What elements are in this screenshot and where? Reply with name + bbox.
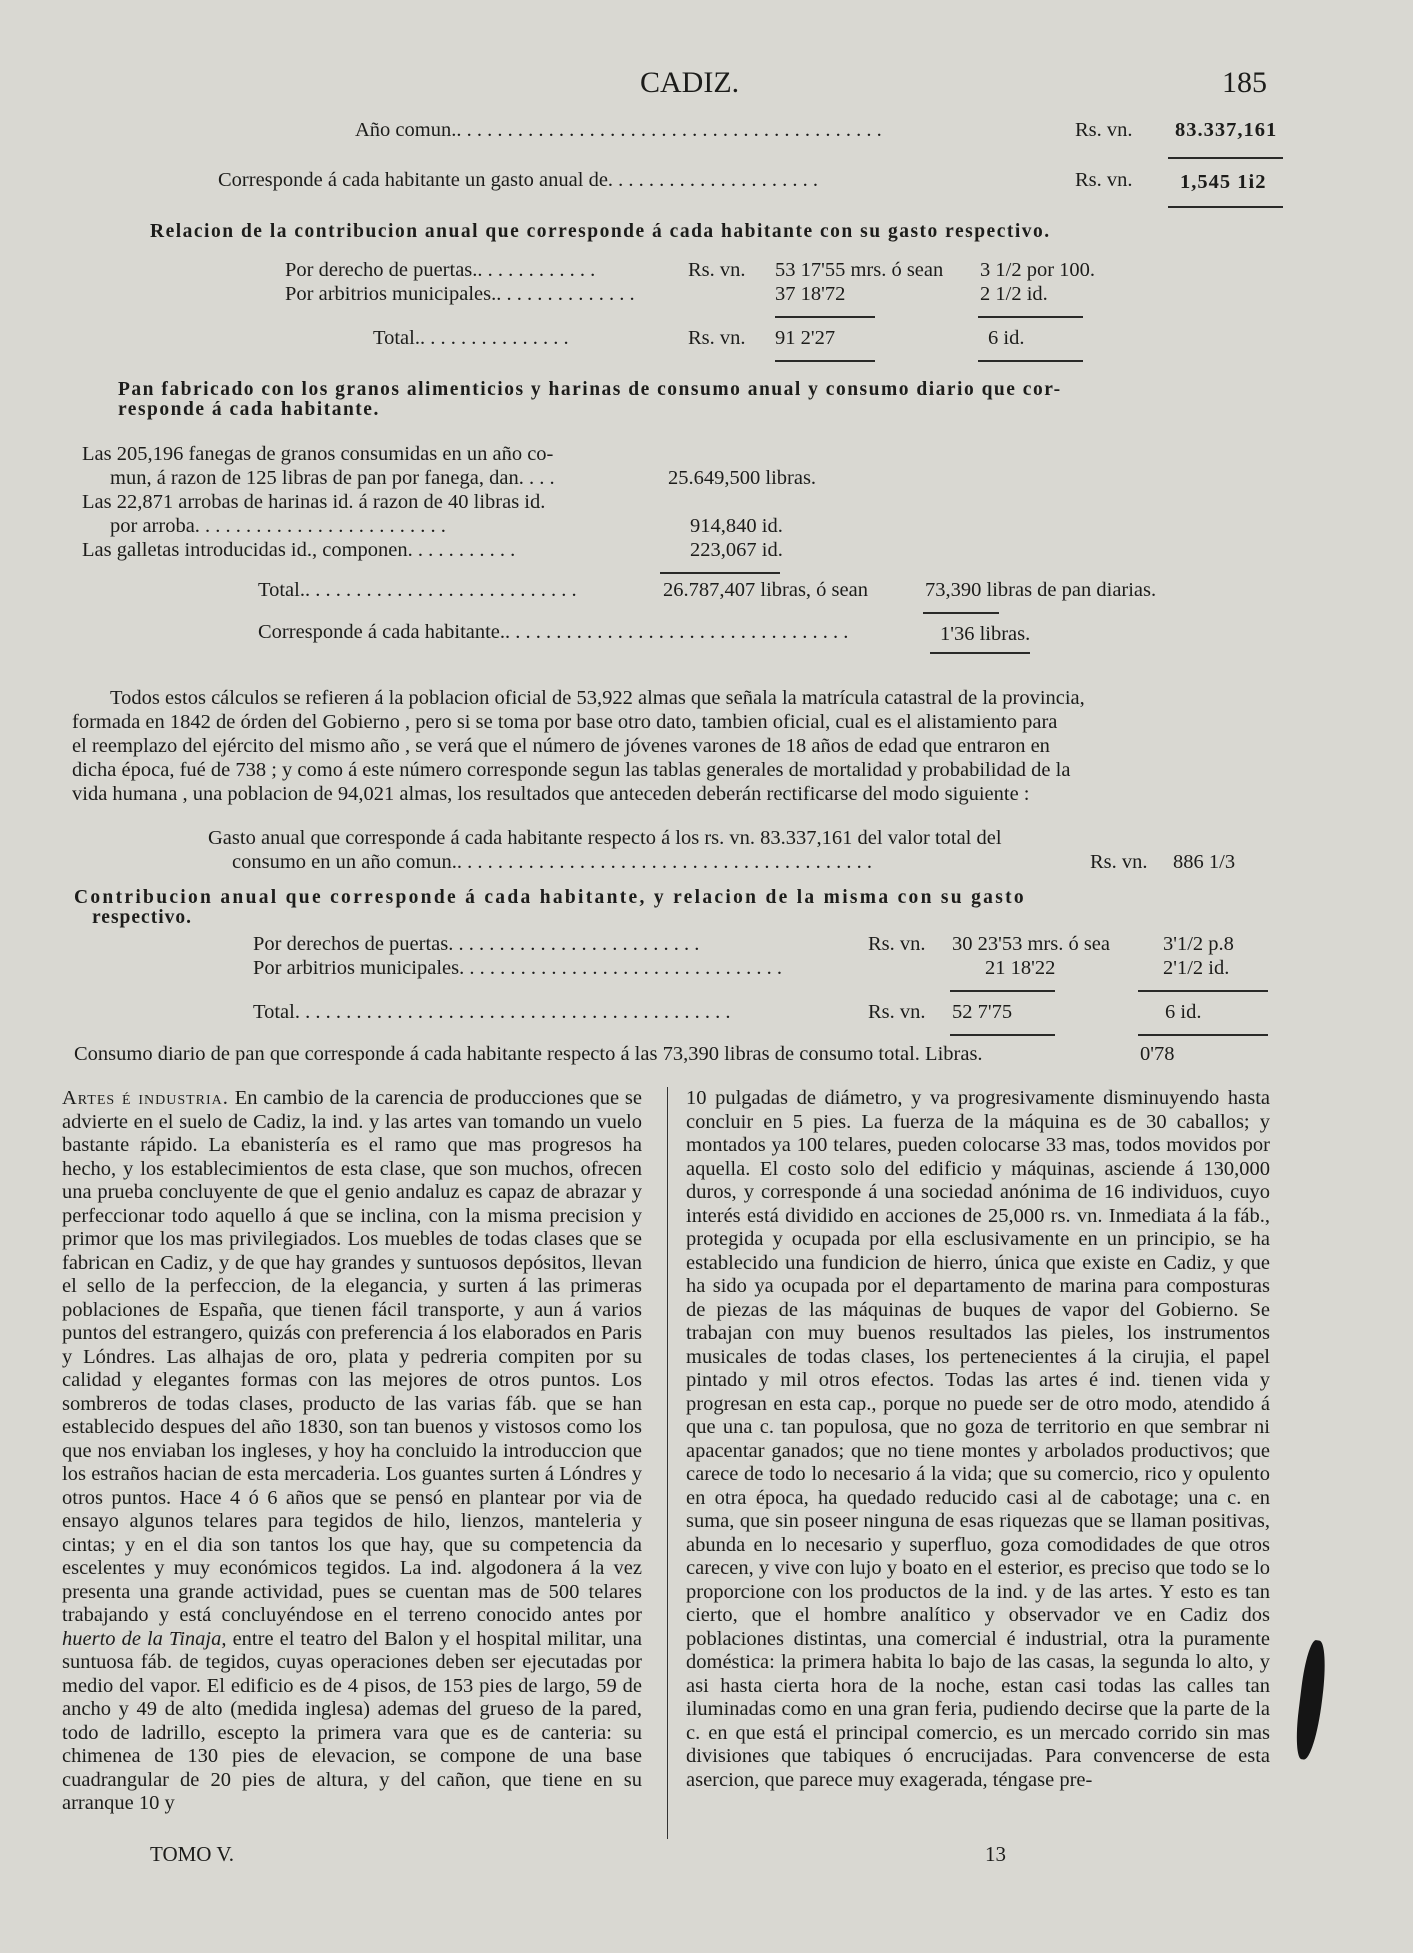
s2-line2-value: 25.649,500 libras.	[668, 467, 817, 489]
s1-total-label: Total.. . . . . . . . . . . . . . .	[373, 327, 569, 349]
s2-corresponde-label: Corresponde á cada habitante.. . . . . . . . . . . . . . . . . . . . . . . . . . . . . . . . . .	[258, 621, 849, 643]
s2-total-label: Total.. . . . . . . . . . . . . . . . . . . . . . . . . . .	[258, 579, 577, 601]
left-column-italic: huerto de la Tinaja	[62, 1627, 222, 1650]
s3-row2-pct: 2'1/2 id.	[1163, 957, 1230, 979]
ano-comun-rs: Rs. vn.	[1075, 119, 1133, 141]
s1-total-rs: Rs. vn.	[688, 327, 746, 349]
s1-row2-pct: 2 1/2 id.	[980, 283, 1048, 305]
para-line-2: formada en 1842 de órden del Gobierno , pero si se toma por base otro dato, tambien oficial, cual es el alistamiento para	[72, 711, 1058, 733]
s3-row1-rs: Rs. vn.	[868, 933, 926, 955]
section2-title-line1: Pan fabricado con los granos alimenticios y harinas de consumo anual y consumo diario que cor-	[118, 379, 1062, 400]
rule	[1138, 1034, 1268, 1036]
consumo-diario-value: 0'78	[1140, 1043, 1175, 1065]
s3-total-rs: Rs. vn.	[868, 1001, 926, 1023]
ink-smudge	[1293, 1639, 1329, 1761]
s3-row1-label: Por derechos de puertas. . . . . . . . . . . . . . . . . . . . . . . . .	[253, 933, 700, 955]
s3-total-pct: 6 id.	[1165, 1001, 1202, 1023]
gasto-line-2-value: 886 1/3	[1173, 851, 1236, 873]
gasto-line-2-label: consumo en un año comun.. . . . . . . . . . . . . . . . . . . . . . . . . . . . . . . . . . . . . . . . .	[232, 851, 873, 873]
s2-line4-value: 914,840 id.	[690, 515, 783, 537]
section2-title-line2: responde á cada habitante.	[118, 399, 380, 420]
consumo-diario-label: Consumo diario de pan que corresponde á cada habitante respecto á las 73,390 libras de consumo total. Libras.	[74, 1043, 983, 1065]
s3-row1-amount: 30 23'53 mrs. ó sea	[952, 933, 1110, 955]
footer-signature: 13	[985, 1842, 1006, 1866]
s2-line5-label: Las galletas introducidas id., componen. . . . . . . . . . .	[82, 539, 516, 561]
s2-line4-label: por arroba. . . . . . . . . . . . . . . . . . . . . . . . .	[110, 515, 446, 537]
rule	[978, 360, 1083, 362]
gasto-anual-value: 1,545 1i2	[1180, 171, 1267, 193]
rule	[978, 316, 1083, 318]
s2-corresponde-value: 1'36 libras.	[940, 623, 1031, 645]
page-number: 185	[1222, 66, 1267, 99]
s1-total-amount: 91 2'27	[775, 327, 836, 349]
rule	[1168, 157, 1283, 159]
right-column-text: 10 pulgadas de diámetro, y va progresivamente disminuyendo hasta concluir en 5 pies. La fuerza de la máquina es de 30 caballos; y montados ya 100 telares, pueden colocarse 33 mas, todos movidos por aquella. El costo solo del edificio y máquinas, asciende á 130,000 duros, y corresponde á una sociedad anónima de 16 individuos, cuyo interés está dividido en acciones de 25,000 rs. vn. Inmediata á la fáb., protegida y ocupada por ella esclusivamente en un principio, se ha establecido una fundicion de hierro, única que existe en Cadiz, y que ha sido ya ocupada por el departamento de marina para composturas de piezas de las máquinas de buques de vapor del Gobierno. Se trabajan con muy buenos resultados las pieles, los instrumentos musicales de todas clases, los pertenecientes á la cirujia, el papel pintado y mil otros efectos. Todas las artes é ind. tienen vida y progresan en esta cap., porque no puede ser de otro modo, atendido á que una c. tan populosa, que no goza de territorio en que sembrar ni apacentar ganados; que no tiene montes y arbolados productivos; que carece de todo lo necesario á la vida; que su comercio, rico y opulento en otra época, ha quedado reducido casi al de cabotage; una c. en suma, que sin poseer ninguna de esas riquezas que se llaman positivas, abunda en lo necesario y superfluo, goza comodidades de que otros carecen, y vive con lujo y boato en el esterior, es preciso que todo se lo proporcione con los productos de la ind. y de las artes. Y esto es tan cierto, que el hombre analítico y observador ve en Cadiz dos poblaciones distintas, una comercial é industrial, otra la puramente doméstica: la primera habita lo bajo de las casas, la segunda lo alto, y asi hasta cierta hora de la noche, estan casi todas las calles tan iluminadas como en una gran feria, pudiendo decirse que la parte de la c. en que está el principal comercio, es un mercado corrido sin mas divisiones que tabiques ó encrucijadas. Para convencerse de esta asercion, que parece muy exagerada, téngase pre-	[686, 1087, 1270, 1791]
gasto-anual-rs: Rs. vn.	[1075, 169, 1133, 191]
gasto-anual-label: Corresponde á cada habitante un gasto anual de. . . . . . . . . . . . . . . . . . . . .	[218, 169, 819, 191]
s1-row1-amount: 53 17'55 mrs. ó sean	[775, 259, 944, 281]
column-divider	[667, 1087, 668, 1839]
ano-comun-value: 83.337,161	[1175, 119, 1278, 141]
s2-line1: Las 205,196 fanegas de granos consumidas en un año co-	[82, 443, 554, 465]
s3-total-label: Total. . . . . . . . . . . . . . . . . . . . . . . . . . . . . . . . . . . . . . . . . . .	[253, 1001, 731, 1023]
s3-total-amount: 52 7'75	[952, 1001, 1013, 1023]
s3-row2-label: Por arbitrios municipales. . . . . . . . . . . . . . . . . . . . . . . . . . . . . . . .	[253, 957, 782, 979]
rule	[930, 652, 1030, 654]
gasto-line-1: Gasto anual que corresponde á cada habitante respecto á los rs. vn. 83.337,161 del valor total del	[208, 827, 1002, 849]
s3-row2-amount: 21 18'22	[985, 957, 1056, 979]
s2-line5-value: 223,067 id.	[690, 539, 783, 561]
para-line-4: dicha época, fué de 738 ; y como á este número corresponde segun las tablas generales de mortalidad y probabilidad de la	[72, 759, 1071, 781]
page-header-title: CADIZ.	[640, 66, 740, 99]
rule	[923, 612, 999, 614]
ano-comun-label: Año comun.. . . . . . . . . . . . . . . . . . . . . . . . . . . . . . . . . . . . . . . . . .	[355, 119, 882, 141]
s2-line3: Las 22,871 arrobas de harinas id. á razon de 40 libras id.	[82, 491, 546, 513]
para-line-5: vida humana , una poblacion de 94,021 almas, los resultados que anteceden deberán rectificarse del modo siguiente :	[72, 783, 1030, 805]
rule	[775, 360, 875, 362]
s1-row1-label: Por derecho de puertas.. . . . . . . . . . . .	[285, 259, 596, 281]
s1-row2-amount: 37 18'72	[775, 283, 846, 305]
s1-total-pct: 6 id.	[988, 327, 1025, 349]
gasto-line-2-rs: Rs. vn.	[1090, 851, 1148, 873]
s2-total-value: 26.787,407 libras, ó sean	[663, 579, 868, 601]
left-column-text-1: En cambio de la carencia de producciones que se advierte en el suelo de Cadiz, la ind. y las artes van tomando un vuelo bastante rápido. La ebanistería es el ramo que mas progresos ha hecho, y los establecimientos de esta clase, que son muchos, ofrecen una prueba concluyente de que el genio andaluz es capaz de abrazar y perfeccionar todo aquello á que se inclina, con la misma precision y primor que los mas privilegiados. Los muebles de todas clases que se fabrican en Cadiz, y de que hay grandes y suntuosos depósitos, llevan el sello de la perfeccion, de la elegancia, y surten á las primeras poblaciones de España, que tienen fácil transporte, y aun á varios puntos del estrangero, quizás con preferencia á los elaborados en Paris y Lóndres. Las alhajas de oro, plata y pedreria compiten por su calidad y elegantes formas con las mejores de otros puntos. Los sombreros de todas clases, producto de las varias fáb. que se han establecido despues del año 1830, son tan buenos y vistosos como los que nos enviaban los ingleses, y hoy ha concluido la introduccion que los estraños hacian de esta mercaderia. Los guantes surten á Lóndres y otros puntos. Hace 4 ó 6 años que se pensó en plantear por via de ensayo algunos telares para tegidos de hilo, lienzos, manteleria y cintas; y en el dia son tantos los que hay, que su competencia da escelentes y muy económicos tegidos. La ind. algodonera á la vez presenta una grande actividad, pues se cuentan mas de 500 telares trabajando y está concluyéndose en el terreno conocido antes por	[62, 1087, 643, 1626]
s1-row1-pct: 3 1/2 por 100.	[980, 259, 1096, 281]
left-column-text-2: , entre el teatro del Balon y el hospital militar, una suntuosa fáb. de tegidos, cuyas operaciones deben ser ejecutadas por medio del vapor. El edificio es de 4 pisos, de 153 pies de largo, 59 de ancho y 49 de alto (medida inglesa) ademas del grueso de la pared, todo de ladrillo, escepto la primera vara que es de canteria: su chimenea de 130 pies de elevacion, se compone de una base cuadrangular de 20 pies de altura, y del cañon, que tiene en su arranque 10 y	[62, 1627, 642, 1814]
left-column	[62, 1087, 642, 1816]
footer-tomo: TOMO V.	[150, 1842, 235, 1866]
s2-line2-label: mun, á razon de 125 libras de pan por fanega, dan. . . .	[110, 467, 555, 489]
para-line-1: Todos estos cálculos se refieren á la poblacion oficial de 53,922 almas que señala la matrícula catastral de la provincia,	[110, 687, 1085, 709]
section1-title: Relacion de la contribucion anual que corresponde á cada habitante con su gasto respectivo.	[150, 221, 1051, 242]
rule	[660, 572, 780, 574]
right-column	[686, 1087, 1270, 1792]
s1-row2-label: Por arbitrios municipales.. . . . . . . . . . . . . .	[285, 283, 635, 305]
rule	[950, 1034, 1055, 1036]
para-line-3: el reemplazo del ejército del mismo año , se verá que el número de jóvenes varones de 18 años de edad que entraron en	[72, 735, 1050, 757]
s2-total-daily: 73,390 libras de pan diarias.	[925, 579, 1157, 601]
rule	[775, 316, 875, 318]
section3-title-line1: Contribucion anual que corresponde á cada habitante, y relacion de la misma con su gasto	[74, 887, 1026, 908]
section3-title-line2: respectivo.	[92, 907, 192, 928]
s3-row1-pct: 3'1/2 p.8	[1163, 933, 1234, 955]
section-lead-artes: Artes é industria.	[62, 1087, 229, 1109]
rule	[1168, 206, 1283, 208]
rule	[950, 990, 1055, 992]
s1-row1-rs: Rs. vn.	[688, 259, 746, 281]
rule	[1138, 990, 1268, 992]
